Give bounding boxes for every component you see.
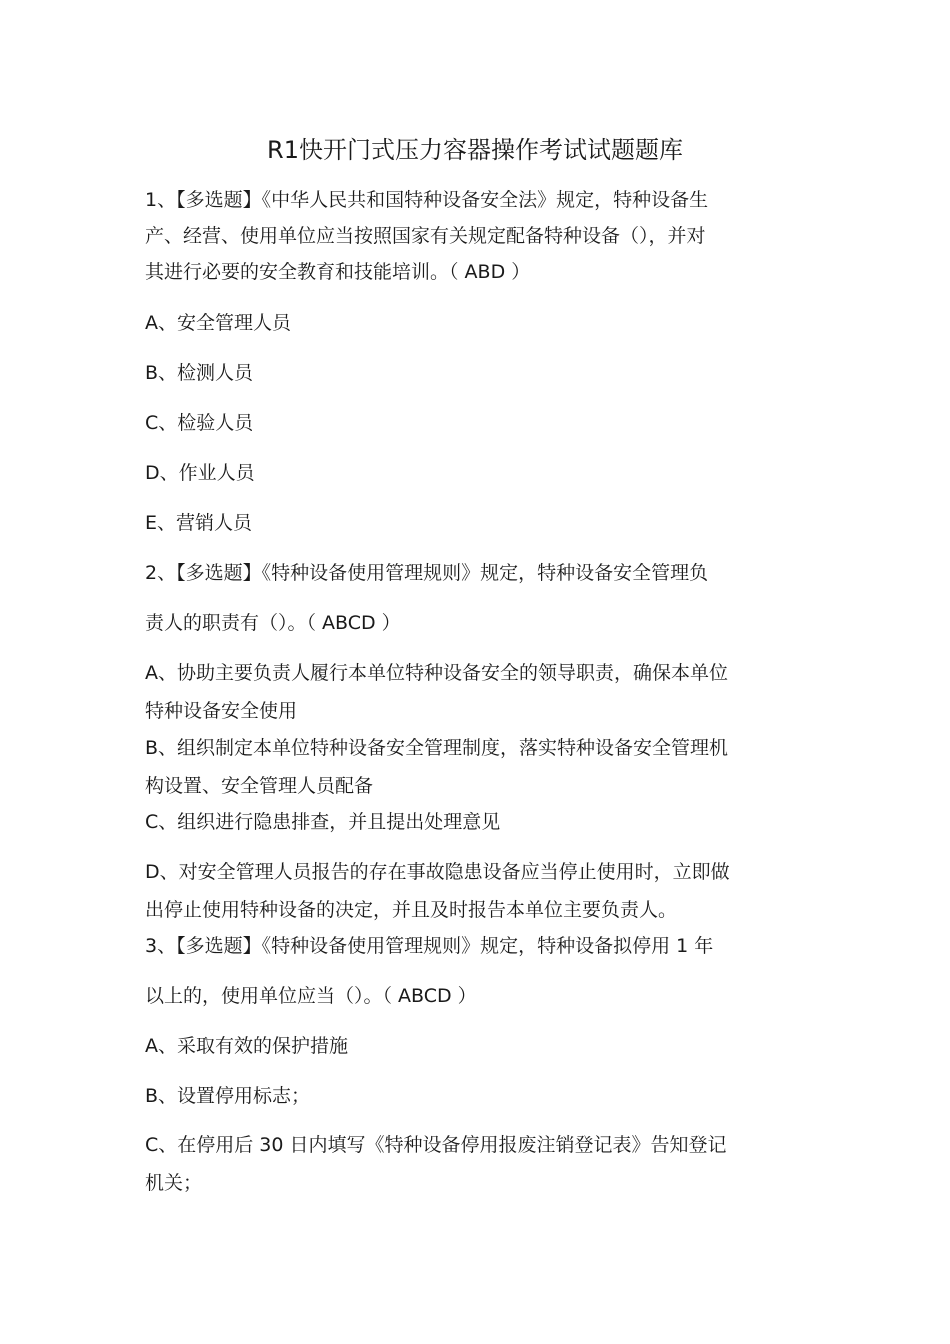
option-line: 机关； — [145, 1172, 203, 1194]
question-stem-line: 产、经营、使用单位应当按照国家有关规定配备特种设备（），并对 — [145, 225, 706, 247]
question-stem-line: 其进行必要的安全教育和技能培训。（ ABD ） — [145, 261, 531, 283]
question-stem-line: 2、【多选题】《特种设备使用管理规则》规定，特种设备安全管理负 — [145, 562, 709, 584]
option-line: 特种设备安全使用 — [145, 700, 298, 722]
option-line: D、对安全管理人员报告的存在事故隐患设备应当停止使用时，立即做 — [145, 861, 730, 883]
question-stem-line: 以上的，使用单位应当（）。（ ABCD ） — [145, 985, 477, 1007]
question-1-option-c — [145, 405, 810, 441]
question-3-stem-line-1 — [145, 928, 810, 964]
option-line: 构设置、安全管理人员配备 — [145, 775, 374, 797]
option-line: D、作业人员 — [145, 462, 255, 484]
question-3-option-b — [145, 1078, 810, 1114]
question-3-option-c — [145, 1126, 810, 1202]
option-line: C、组织进行隐患排查，并且提出处理意见 — [145, 811, 501, 833]
question-2-stem-line-2 — [145, 605, 810, 641]
option-line: A、安全管理人员 — [145, 312, 291, 334]
document-title: R1快开门式压力容器操作考试试题题库 — [267, 136, 683, 164]
question-2-option-b — [145, 729, 810, 805]
option-line: A、协助主要负责人履行本单位特种设备安全的领导职责，确保本单位 — [145, 662, 728, 684]
option-line: B、设置停用标志； — [145, 1085, 311, 1107]
question-stem-line: 1、【多选题】《中华人民共和国特种设备安全法》规定，特种设备生 — [145, 189, 709, 211]
question-3-option-a — [145, 1028, 810, 1064]
question-1-option-b — [145, 355, 810, 391]
question-stem-line: 3、【多选题】《特种设备使用管理规则》规定，特种设备拟停用 1 年 — [145, 935, 714, 957]
question-3-stem-line-2 — [145, 978, 810, 1014]
question-stem-line: 责人的职责有（）。（ ABCD ） — [145, 612, 401, 634]
question-2-option-c — [145, 804, 810, 840]
option-line: C、在停用后 30 日内填写《特种设备停用报废注销登记表》告知登记 — [145, 1134, 727, 1156]
question-1-stem — [145, 182, 810, 290]
option-line: 出停止使用特种设备的决定，并且及时报告本单位主要负责人。 — [145, 899, 678, 921]
question-1-option-d — [145, 455, 810, 491]
question-1-option-e — [145, 505, 810, 541]
question-1-option-a — [145, 305, 810, 341]
option-line: E、营销人员 — [145, 512, 253, 534]
question-2-option-d — [145, 853, 810, 929]
question-2-stem-line-1 — [145, 555, 810, 591]
option-line: C、检验人员 — [145, 412, 254, 434]
option-line: B、组织制定本单位特种设备安全管理制度，落实特种设备安全管理机 — [145, 737, 729, 759]
question-2-option-a — [145, 654, 810, 730]
option-line: A、采取有效的保护措施 — [145, 1035, 348, 1057]
option-line: B、检测人员 — [145, 362, 254, 384]
